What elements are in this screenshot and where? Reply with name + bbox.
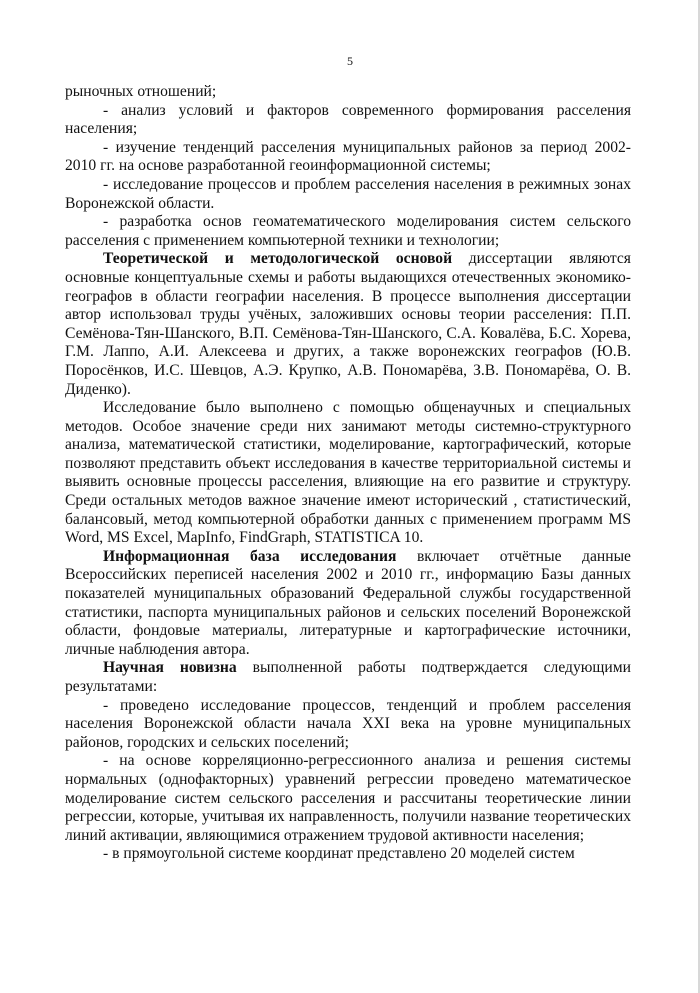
list-item-modeling: - разработка основ геоматематического моделирования систем сельского расселения с применением компьютерной техники и технологии; (65, 213, 631, 249)
paragraph-scientific-novelty-text: выполненной работы подтверждается следующими результатами: (65, 659, 631, 695)
paragraph-theoretical-basis-text: диссертации являются основные концептуальные схемы и работы выдающихся отечественных экономико-географов в области географии населения. В процессе выполнения диссертации автор использовал труды учёных, заложивших основы теории расселения: П.П. Семёнова-Тян-Шанского, В.П. Семёнова-Тян-Шанского, С.А. Ковалёва, Б.С. Хорева, Г.М. Лаппо, А.И. Алексеева и других, а также воронежских географов (Ю.В. Поросёнков, И.С. Шевцов, А.Э. Крупко, А.В. Пономарёва, З.В. Пономарёва, О. В. Диденко). (65, 250, 631, 398)
list-item-regression-modeling: - на основе корреляционно-регрессионного анализа и решения системы нормальных (однофакторных) уравнений регрессии проведено математическое моделирование систем сельского расселения и рассчитаны теоретические линии регрессии, которые, учитывая их направленность, получили название теоретических линий активации, являющимися отражением трудовой активности населения; (65, 752, 631, 844)
paragraph-methods: Исследование было выполнено с помощью общенаучных и специальных методов. Особое значение среди них занимают методы системно-структурного анализа, математической статистики, моделирование, картографический, которые позволяют представить объект исследования в качестве территориальной системы и выявить основные процессы расселения, влияющие на его развитие и структуру. Среди остальных методов важное значение имеют исторический , статистический, балансовый, метод компьютерной обработки данных с применением программ MS Word, MS Excel, MapInfo, FindGraph, STATISTICA 10. (65, 399, 631, 547)
paragraph-scientific-novelty (65, 659, 631, 696)
list-item-coordinate-models: - в прямоугольной системе координат представлено 20 моделей систем (103, 845, 575, 863)
heading-scientific-novelty: Научная новизна (103, 659, 237, 677)
list-item-regime-zones: - исследование процессов и проблем расселения населения в режимных зонах Воронежской области. (65, 175, 631, 212)
list-item-analysis: - анализ условий и факторов современного формирования расселения населения; (65, 101, 631, 138)
heading-theoretical-basis: Теоретической и методологической основой (103, 250, 453, 268)
heading-information-base: Информационная база исследования (103, 547, 397, 565)
list-item-research-processes: - проведено исследование процессов, тенденций и проблем расселения населения Воронежской области начала XXI века на уровне муниципальных районов, городских и сельских поселений; (65, 696, 631, 751)
paragraph-theoretical-basis (65, 250, 631, 399)
document-body (65, 83, 631, 864)
paragraph-information-base-text: включает отчётные данные Всероссийских переписей населения 2002 и 2010 гг., информацию Базы данных показателей муниципальных образований Федеральной службы государственной статистики, паспорта муниципальных районов и сельских поселений Воронежской области, фондовые материалы, литературные и картографические источники, личные наблюдения автора. (65, 547, 631, 658)
paragraph-information-base (65, 548, 631, 660)
page-number: 5 (347, 54, 353, 68)
paragraph-continuation: рыночных отношений; (65, 83, 217, 100)
list-item-trends: - изучение тенденций расселения муниципальных районов за период 2002-2010 гг. на основе разработанной геоинформационной системы; (65, 138, 631, 175)
